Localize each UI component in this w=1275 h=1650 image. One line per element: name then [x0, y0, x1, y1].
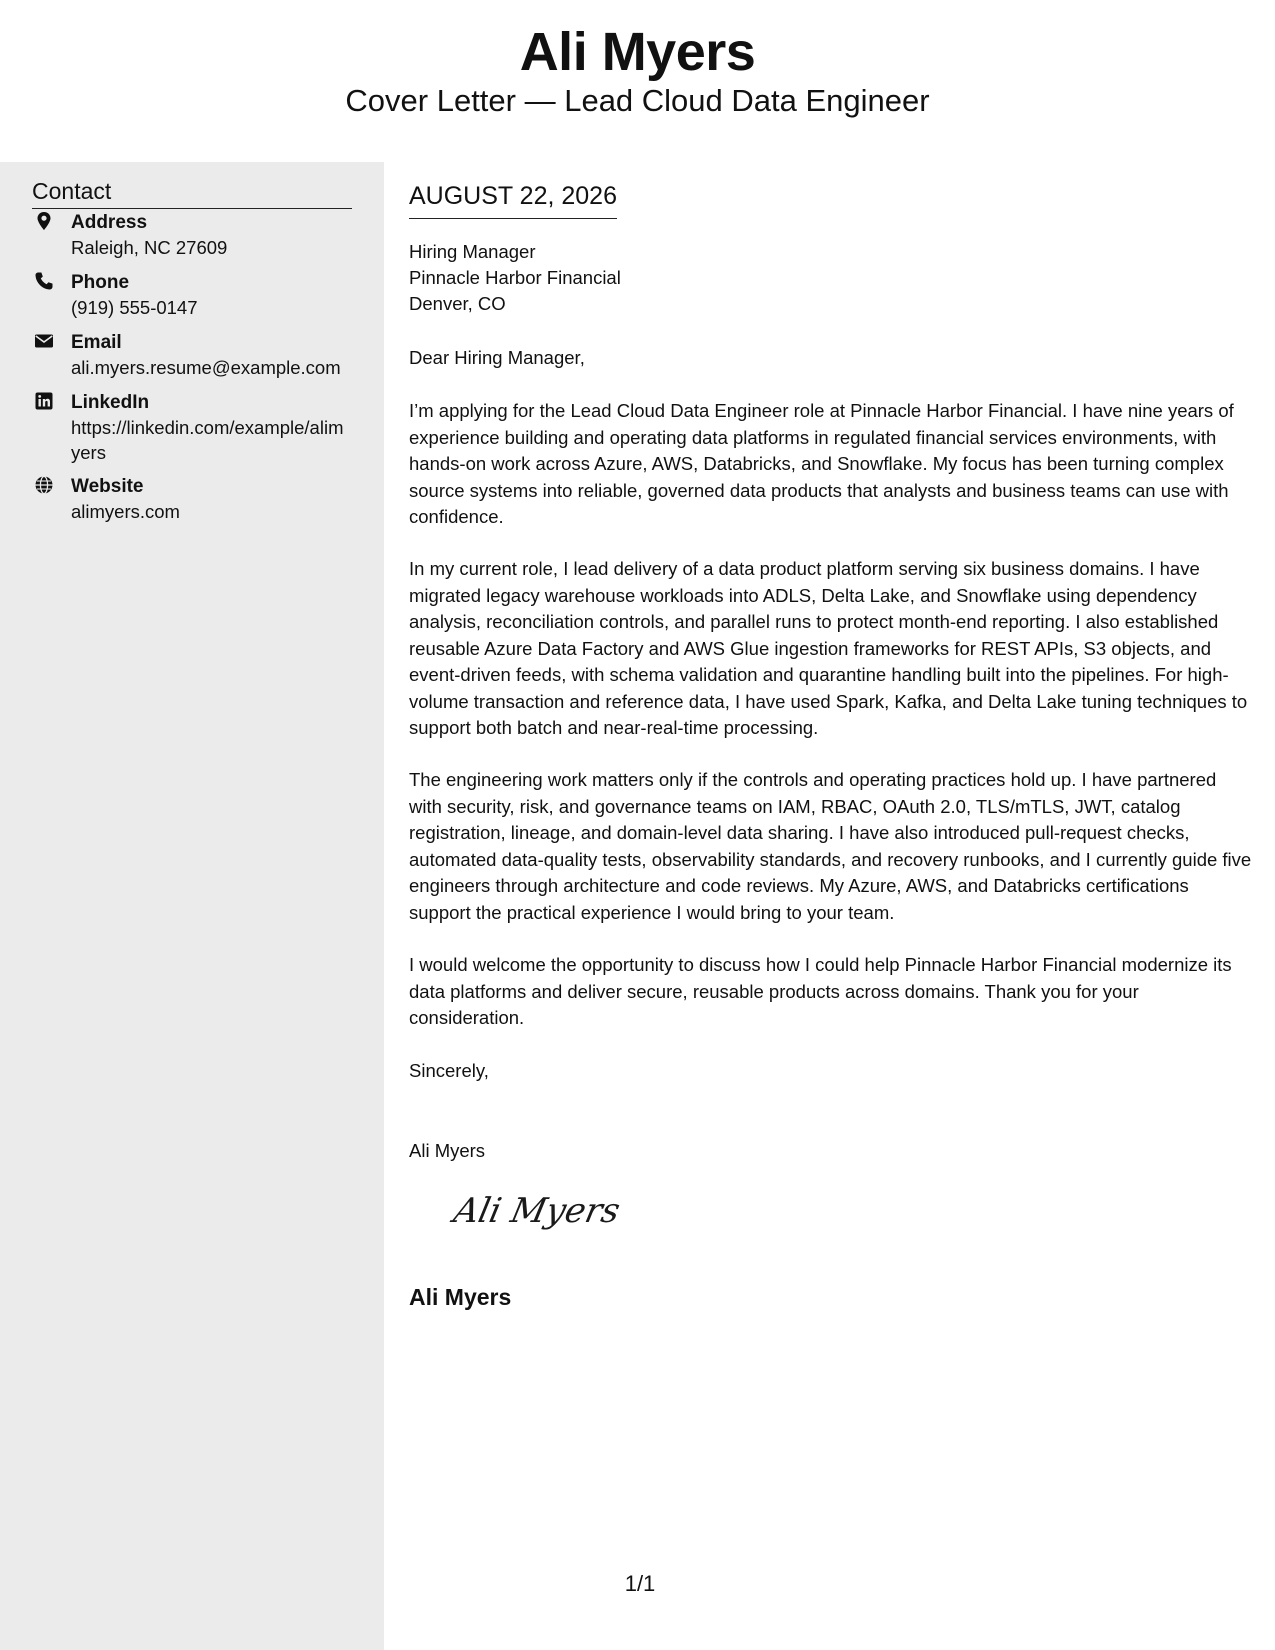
letter-paragraph: I would welcome the opportunity to discuss how I could help Pinnacle Harbor Financial modernize its data platforms and deliver secure, reusable products across domains. Thank you for your consideration. — [409, 954, 1232, 1028]
letter-date: AUGUST 22, 2026 — [409, 180, 617, 219]
contact-sidebar — [0, 162, 384, 1650]
letter-paragraph: The engineering work matters only if the controls and operating practices hold up. I have partnered with security, risk, and governance teams on IAM, RBAC, OAuth 2.0, TLS/mTLS, JWT, catalog registration, lineage, and domain-level data sharing. I have also introduced pull-request checks, automated data-quality tests, observability standards, and recovery runbooks, and I currently guide five engineers through architecture and code reviews. My Azure, AWS, and Databricks certifications support the practical experience I would bring to your team. — [409, 769, 1252, 923]
letter-paragraph: In my current role, I lead delivery of a data product platform serving six business domains. I have migrated legacy warehouse workloads into ADLS, Delta Lake, and Snowflake using dependency analysis, reconciliation controls, and parallel runs to protect month-end reporting. I also established reusable Azure Data Factory and AWS Glue ingestion frameworks for REST APIs, S3 objects, and event-driven feeds, with schema validation and quarantine handling built into the pipelines. For high-volume transaction and reference data, I have used Spark, Kafka, and Delta Lake tuning techniques to support both batch and near-real-time processing. — [409, 558, 1248, 738]
signature-text: Ali Myers — [450, 1191, 624, 1231]
globe-icon — [34, 475, 54, 495]
recipient-line: Pinnacle Harbor Financial — [409, 267, 621, 288]
contact-label: LinkedIn — [71, 392, 150, 413]
recipient-block — [409, 239, 621, 317]
website-value[interactable]: alimyers.com — [71, 501, 180, 522]
linkedin-icon — [34, 391, 54, 411]
email-value[interactable]: ali.myers.resume@example.com — [71, 357, 341, 378]
linkedin-value[interactable]: https://linkedin.com/example/alimyers — [71, 417, 344, 463]
contact-label: Phone — [71, 272, 130, 293]
document-subtitle: Cover Letter — Lead Cloud Data Engineer — [345, 83, 930, 118]
phone-value: (919) 555-0147 — [71, 297, 198, 318]
contact-heading: Contact — [32, 176, 352, 209]
contact-label: Address — [71, 212, 148, 233]
applicant-name: Ali Myers — [519, 22, 756, 82]
salutation: Dear Hiring Manager, — [409, 347, 585, 368]
signed-name: Ali Myers — [409, 1284, 512, 1310]
handwritten-signature — [447, 1180, 647, 1240]
contact-label: Website — [71, 476, 144, 497]
typed-name: Ali Myers — [409, 1140, 486, 1161]
recipient-line: Hiring Manager — [409, 241, 536, 262]
phone-icon — [34, 271, 54, 291]
page-number: 1/1 — [624, 1571, 656, 1596]
letter-header — [0, 0, 1275, 162]
letter-paragraph: I’m applying for the Lead Cloud Data Engineer role at Pinnacle Harbor Financial. I have nine years of experience building and operating data platforms in regulated financial services environments, with hands-on work across Azure, AWS, Databricks, and Snowflake. My focus has been turning complex source systems into reliable, governed data products that analysts and business teams can use with confidence. — [409, 400, 1234, 527]
closing: Sincerely, — [409, 1060, 489, 1081]
recipient-line: Denver, CO — [409, 293, 506, 314]
contact-label: Email — [71, 332, 122, 353]
address-value: Raleigh, NC 27609 — [71, 237, 228, 258]
map-pin-icon — [34, 211, 54, 231]
envelope-icon — [34, 331, 54, 351]
